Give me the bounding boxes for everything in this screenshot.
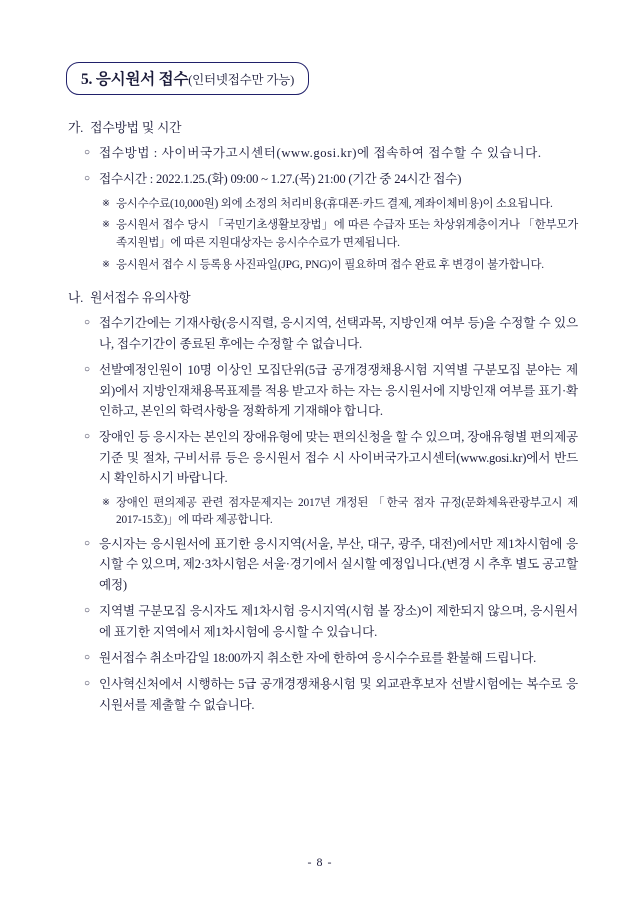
list-item: ○ 접수기간에는 기재사항(응시직렬, 응시지역, 선택과목, 지방인재 여부 등)을 수정할 수 있으나, 접수기간이 종료된 후에는 수정할 수 없습니다. — [84, 313, 578, 354]
list-item: ○ 장애인 등 응시자는 본인의 장애유형에 맞는 편의신청을 할 수 있으며, 장애유형별 편의제공 기준 및 절차, 구비서류 등은 응시원서 접수 시 사이버국가고시센터(www.gosi.kr)에서 반드시 확인하시기 바랍니다. — [84, 427, 578, 488]
note-item: ※ 장애인 편의제공 관련 점자문제지는 2017년 개정된 「한국 점자 규정(문화체육관광부고시 제2017-15호)」에 따라 제공합니다. — [102, 495, 578, 530]
note-item: ※ 응시원서 접수 시 등록용 사진파일(JPG, PNG)이 필요하며 접수 완료 후 변경이 불가합니다. — [102, 257, 578, 275]
section-note: (인터넷접수만 가능) — [188, 73, 295, 87]
spacer — [62, 278, 578, 287]
section-heading-box — [66, 62, 309, 95]
subsection-a-title: 접수방법 및 시간 — [90, 121, 182, 135]
subsection-b-title: 원서접수 유의사항 — [90, 291, 191, 306]
list-item: ○ 응시자는 응시원서에 표기한 응시지역(서울, 부산, 대구, 광주, 대전)에서만 제1차시험에 응시할 수 있으며, 제2·3차시험은 서울·경기에서 실시할 예정입니다.(변경 시 추후 별도 공고할 예정) — [84, 534, 578, 595]
note-item: ※ 응시원서 접수 당시 「국민기초생활보장법」에 따른 수급자 또는 차상위계층이거나 「한부모가족지원법」에 따른 지원대상자는 응시수수료가 면제됩니다. — [102, 217, 578, 252]
section-number: 5. 응시원서 접수 — [81, 71, 189, 88]
list-item: ○ 인사혁신처에서 시행하는 5급 공개경쟁채용시험 및 외교관후보자 선발시험에는 복수로 응시원서를 제출할 수 없습니다. — [84, 674, 578, 715]
list-item: ○ 접수방법 : 사이버국가고시센터(www.gosi.kr)에 접속하여 접수할 수 있습니다. — [84, 143, 578, 163]
note-item: ※ 응시수수료(10,000원) 외에 소정의 처리비용(휴대폰·카드 결제, 계좌이체비용)이 소요됩니다. — [102, 196, 578, 214]
list-item: ○ 선발예정인원이 10명 이상인 모집단위(5급 공개경쟁채용시험 지역별 구분모집 분야는 제외)에서 지방인재채용목표제를 적용 받고자 하는 자는 응시원서에 지방인재 여부를 표기·확인하고, 본인의 학력사항을 정확하게 기재해야 합니다. — [84, 360, 578, 421]
section-heading — [81, 71, 294, 88]
subsection-a-heading — [68, 117, 578, 136]
list-item: ○ 접수시간 : 2022.1.25.(화) 09:00 ~ 1.27.(목) 21:00 (기간 중 24시간 접수) — [84, 169, 578, 189]
subsection-a-label: 가. — [68, 121, 84, 135]
page-number: - 8 - — [307, 855, 333, 869]
subsection-b-heading — [68, 287, 578, 306]
list-item: ○ 지역별 구분모집 응시자도 제1차시험 응시지역(시험 볼 장소)이 제한되지 않으며, 응시원서에 표기한 지역에서 제1차시험에 응시할 수 있습니다. — [84, 601, 578, 642]
subsection-b-label: 나. — [68, 291, 84, 306]
list-item: ○ 원서접수 취소마감일 18:00까지 취소한 자에 한하여 응시수수료를 환불해 드립니다. — [84, 648, 578, 668]
